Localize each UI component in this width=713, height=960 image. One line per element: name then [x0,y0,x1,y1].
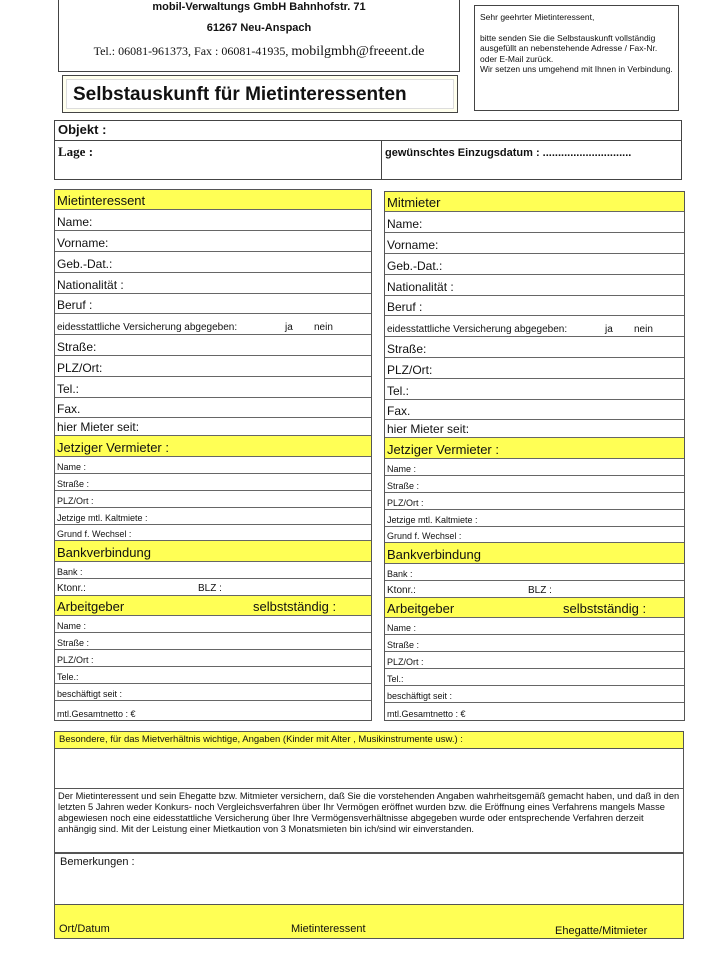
company-name: mobil-Verwaltungs GmbH Bahnhofstr. 71 [152,1,366,13]
mm-vermieter-header: Jetziger Vermieter : [385,438,684,459]
notice-greeting: Sehr geehrter Mietinteressent, [480,12,595,22]
besondere-angaben-label: Besondere, für das Mietverhältnis wichtige, Angaben (Kinder mit Alter , Musikinstrumente usw.) : [55,732,683,748]
mitmieter-column [384,191,685,721]
beruf-field[interactable]: Beruf : [55,294,371,314]
company-phone-fax: Tel.: 06081-961373, Fax : 06081-41935, [93,44,289,58]
vermieter-header: Jetziger Vermieter : [55,436,371,457]
objekt-label: Objekt : [58,122,107,137]
mm-ktonr-field[interactable]: Ktonr.: BLZ : [385,581,684,598]
vermieter-name-field[interactable]: Name : [55,457,371,474]
mm-nationalitaet-field[interactable]: Nationalität : [385,275,684,296]
einzugsdatum-label: gewünschtes Einzugsdatum : ............................. [385,147,632,159]
notice-box [474,5,679,111]
notice-body: bitte senden Sie die Selbstauskunft vollständig ausgefüllt an nebenstehende Adresse / Fax-Nr. oder E-Mail zurück. [480,32,658,64]
mm-ag-plz-field[interactable]: PLZ/Ort : [385,652,684,669]
mm-ag-strasse-field[interactable]: Straße : [385,635,684,652]
mm-vermieter-grund-field[interactable]: Grund f. Wechsel : [385,527,684,543]
ja-option[interactable]: ja [285,322,293,333]
mm-ag-name-field[interactable]: Name : [385,618,684,635]
mm-vermieter-plz-field[interactable]: PLZ/Ort : [385,493,684,510]
lage-label: Lage : [58,144,94,159]
page-title: Selbstauskunft für Mietinteressenten [73,84,407,105]
mm-geb-dat-field[interactable]: Geb.-Dat.: [385,254,684,275]
declaration-text: Der Mietinteressent und sein Ehegatte bzw. Mitmieter versichern, daß Sie die vorstehenden Angaben wahrheitsgemäß gemacht haben, und daß in den letzten 5 Jahren weder Konkurs- noch Vergleichsverfahren über Ihr Vermögen eröffnet wurden bzw. die Eröffnung eines Verfahrens mangels Masse abgewiesen noch eine eidesstattliche Versicherung über Ihre Vermögensverhältnisse abgegeben wurde oder entsprechende Verfahren derzeit anhängig sind. Mit der Leistung einer Mietkaution von 3 Monatsmieten bin ich/sind wir einverstanden. [54,789,684,853]
strasse-field[interactable]: Straße: [55,335,371,356]
mm-arbeitgeber-header: Arbeitgeber selbstständig : [385,598,684,618]
mm-name-field[interactable]: Name: [385,212,684,233]
mm-ag-tel-field[interactable]: Tel.: [385,669,684,686]
fax-field[interactable]: Fax. [55,398,371,418]
company-contact [59,44,459,60]
ehegatte-signature-label[interactable]: Ehegatte/Mitmieter [555,925,648,937]
plz-ort-field[interactable]: PLZ/Ort: [55,356,371,377]
nationalitaet-field[interactable]: Nationalität : [55,273,371,294]
mm-beruf-field[interactable]: Beruf : [385,296,684,316]
mm-ag-seit-field[interactable]: beschäftigt seit : [385,686,684,703]
ag-name-field[interactable]: Name : [55,616,371,633]
mm-nein-option[interactable]: nein [634,324,653,335]
notice-body-2: Wir setzen uns umgehend mit Ihnen in Verbindung. [480,64,673,74]
mm-selbststaendig-label[interactable]: selbstständig : [563,601,647,616]
mm-blz-label: BLZ : [528,585,552,596]
vermieter-kaltmiete-field[interactable]: Jetzige mtl. Kaltmiete : [55,508,371,525]
geb-dat-field[interactable]: Geb.-Dat.: [55,252,371,273]
ort-datum-label[interactable]: Ort/Datum [59,923,110,935]
mitmieter-header: Mitmieter [385,192,684,212]
nein-option[interactable]: nein [314,322,333,333]
mm-tel-field[interactable]: Tel.: [385,379,684,400]
eidesstattlich-field[interactable]: eidesstattliche Versicherung abgegeben: ja nein [55,314,371,335]
mm-bank-field[interactable]: Bank : [385,564,684,581]
mietinteressent-header: Mietinteressent [55,190,371,210]
name-field[interactable]: Name: [55,210,371,231]
besondere-angaben-section[interactable] [54,731,684,789]
bank-field[interactable]: Bank : [55,562,371,579]
mm-fax-field[interactable]: Fax. [385,400,684,420]
vorname-field[interactable]: Vorname: [55,231,371,252]
tel-field[interactable]: Tel.: [55,377,371,398]
mm-vorname-field[interactable]: Vorname: [385,233,684,254]
mm-plz-ort-field[interactable]: PLZ/Ort: [385,358,684,379]
ag-strasse-field[interactable]: Straße : [55,633,371,650]
bemerkungen-label: Bemerkungen : [60,856,135,868]
signature-row [54,905,684,939]
bemerkungen-field[interactable] [54,853,684,905]
objekt-section [54,120,682,180]
company-header [58,0,460,72]
mm-mieter-seit-field[interactable]: hier Mieter seit: [385,420,684,438]
mm-eidesstattlich-field[interactable]: eidesstattliche Versicherung abgegeben: ja nein [385,316,684,337]
arbeitgeber-header: Arbeitgeber selbstständig : [55,596,371,616]
mm-ag-netto-field[interactable]: mtl.Gesamtnetto : € [387,709,466,719]
vermieter-grund-field[interactable]: Grund f. Wechsel : [55,525,371,541]
title-box [62,75,458,113]
bank-header: Bankverbindung [55,541,371,562]
ag-plz-field[interactable]: PLZ/Ort : [55,650,371,667]
company-city: 61267 Neu-Anspach [206,22,312,34]
vermieter-strasse-field[interactable]: Straße : [55,474,371,491]
ktonr-field[interactable]: Ktonr.: BLZ : [55,579,371,596]
company-email: mobilgmbh@freeent.de [291,44,425,59]
ag-seit-field[interactable]: beschäftigt seit : [55,684,371,701]
mm-vermieter-name-field[interactable]: Name : [385,459,684,476]
ag-tel-field[interactable]: Tele.: [55,667,371,684]
blz-label: BLZ : [198,583,222,594]
ag-netto-field[interactable]: mtl.Gesamtnetto : € [57,709,136,719]
mm-strasse-field[interactable]: Straße: [385,337,684,358]
mietinteressent-column [54,189,372,721]
mm-vermieter-kaltmiete-field[interactable]: Jetzige mtl. Kaltmiete : [385,510,684,527]
mm-vermieter-strasse-field[interactable]: Straße : [385,476,684,493]
mm-ja-option[interactable]: ja [605,324,613,335]
mm-bank-header: Bankverbindung [385,543,684,564]
vermieter-plz-field[interactable]: PLZ/Ort : [55,491,371,508]
selbststaendig-label[interactable]: selbstständig : [253,599,337,614]
mietinteressent-signature-label[interactable]: Mietinteressent [291,923,366,935]
mieter-seit-field[interactable]: hier Mieter seit: [55,418,371,436]
